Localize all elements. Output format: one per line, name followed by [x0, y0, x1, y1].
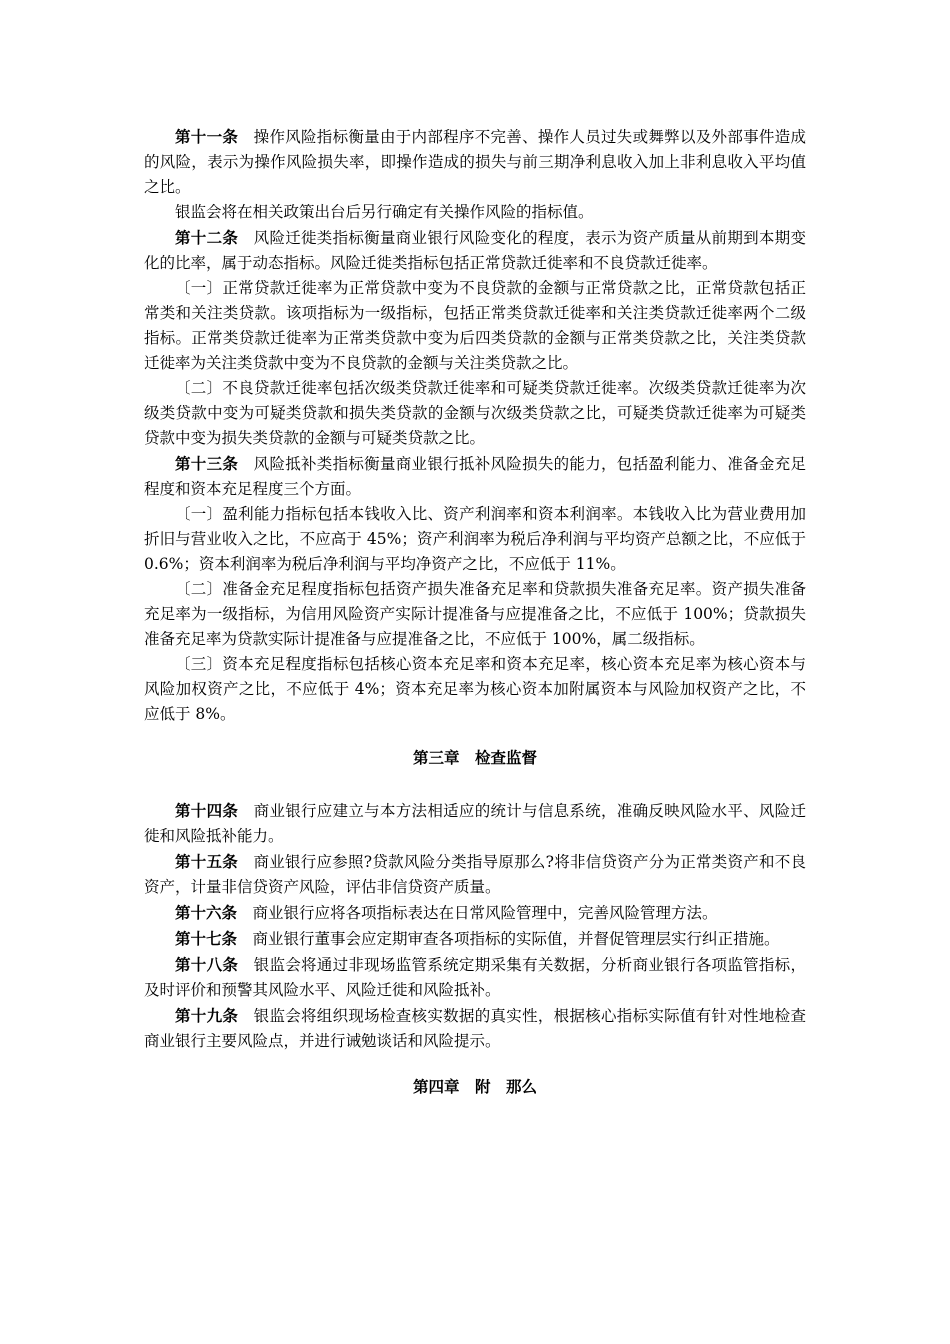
article-text: 银监会将组织现场检查核实数据的真实性，根据核心指标实际值有针对性地检查商业银行主要风险点，并进行诫勉谈话和风险提示。: [144, 1007, 806, 1050]
clause-12-2: [144, 376, 806, 451]
clause-12-1: [144, 276, 806, 376]
article-19: [144, 1003, 806, 1054]
paragraph-op-risk-note: [144, 200, 806, 225]
article-16: [144, 900, 806, 926]
clause-text: 〔一〕正常贷款迁徙率为正常贷款中变为不良贷款的金额与正常贷款之比，正常贷款包括正常类和关注类贷款。该项指标为一级指标，包括正常类贷款迁徙率和关注类贷款迁徙率两个二级指标。正常类贷款迁徙率为正常类贷款中变为后四类贷款的金额与正常类贷款之比，关注类贷款迁徙率为关注类贷款中变为不良贷款的金额与关注类贷款之比。: [144, 279, 806, 372]
article-number: 第十二条: [175, 228, 239, 247]
chapter-3-heading: 第三章 检查监督: [412, 748, 537, 767]
article-12: [144, 225, 806, 276]
article-11: [144, 124, 806, 200]
article-number: 第十五条: [175, 852, 239, 871]
article-number: 第十一条: [175, 127, 239, 146]
article-number: 第十六条: [175, 903, 238, 922]
clause-13-1: [144, 502, 806, 577]
article-number: 第十七条: [175, 929, 238, 948]
article-text: 商业银行应将各项指标表达在日常风险管理中，完善风险管理方法。: [252, 904, 718, 922]
article-number: 第十九条: [175, 1006, 239, 1025]
clause-text: 〔三〕资本充足程度指标包括核心资本充足率和资本充足率，核心资本充足率为核心资本与风险加权资产之比，不应低于 4%；资本充足率为核心资本加附属资本与风险加权资产之比，不应低于 8%。: [144, 655, 806, 723]
article-text: 操作风险指标衡量由于内部程序不完善、操作人员过失或舞弊以及外部事件造成的风险，表示为操作风险损失率，即操作造成的损失与前三期净利息收入加上非利息收入平均值之比。: [144, 128, 806, 196]
article-17: [144, 926, 806, 952]
article-number: 第十八条: [175, 955, 239, 974]
paragraph-text: 银监会将在相关政策出台后另行确定有关操作风险的指标值。: [175, 203, 594, 221]
clause-13-3: [144, 652, 806, 727]
article-number: 第十三条: [175, 454, 239, 473]
article-13: [144, 451, 806, 502]
article-text: 银监会将通过非现场监管系统定期采集有关数据，分析商业银行各项监管指标，及时评价和预警其风险水平、风险迁徙和风险抵补。: [144, 956, 806, 999]
article-text: 风险抵补类指标衡量商业银行抵补风险损失的能力，包括盈利能力、准备金充足程度和资本充足程度三个方面。: [144, 455, 806, 498]
article-number: 第十四条: [175, 801, 239, 820]
article-text: 商业银行董事会应定期审查各项指标的实际值，并督促管理层实行纠正措施。: [252, 930, 780, 948]
clause-text: 〔一〕盈利能力指标包括本钱收入比、资产利润率和资本利润率。本钱收入比为营业费用加折旧与营业收入之比，不应高于 45%；资产利润率为税后净利润与平均资产总额之比，不应低于 0.6%；资本利润率为税后净利润与平均净资产之比，不应低于 11%。: [144, 505, 806, 573]
article-15: [144, 849, 806, 900]
clause-text: 〔二〕准备金充足程度指标包括资产损失准备充足率和贷款损失准备充足率。资产损失准备充足率为一级指标，为信用风险资产实际计提准备与应提准备之比，不应低于 100%；贷款损失准备充足率为贷款实际计提准备与应提准备之比，不应低于 100%，属二级指标。: [144, 580, 806, 648]
article-18: [144, 952, 806, 1003]
article-14: [144, 798, 806, 849]
chapter-4-heading: 第四章 附 那么: [412, 1077, 537, 1096]
clause-13-2: [144, 577, 806, 652]
clause-text: 〔二〕不良贷款迁徙率包括次级类贷款迁徙率和可疑类贷款迁徙率。次级类贷款迁徙率为次级类贷款中变为可疑类贷款和损失类贷款的金额与次级类贷款之比，可疑类贷款迁徙率为可疑类贷款中变为损失类贷款的金额与可疑类贷款之比。: [144, 379, 806, 447]
document-body: [144, 124, 806, 1099]
article-text: 风险迁徙类指标衡量商业银行风险变化的程度，表示为资产质量从前期到本期变化的比率，属于动态指标。风险迁徙类指标包括正常贷款迁徙率和不良贷款迁徙率。: [144, 229, 806, 272]
article-text: 商业银行应参照?贷款风险分类指导原那么?将非信贷资产分为正常类资产和不良资产，计量非信贷资产风险，评估非信贷资产质量。: [144, 853, 806, 896]
article-text: 商业银行应建立与本方法相适应的统计与信息系统，准确反映风险水平、风险迁徙和风险抵补能力。: [144, 802, 806, 845]
